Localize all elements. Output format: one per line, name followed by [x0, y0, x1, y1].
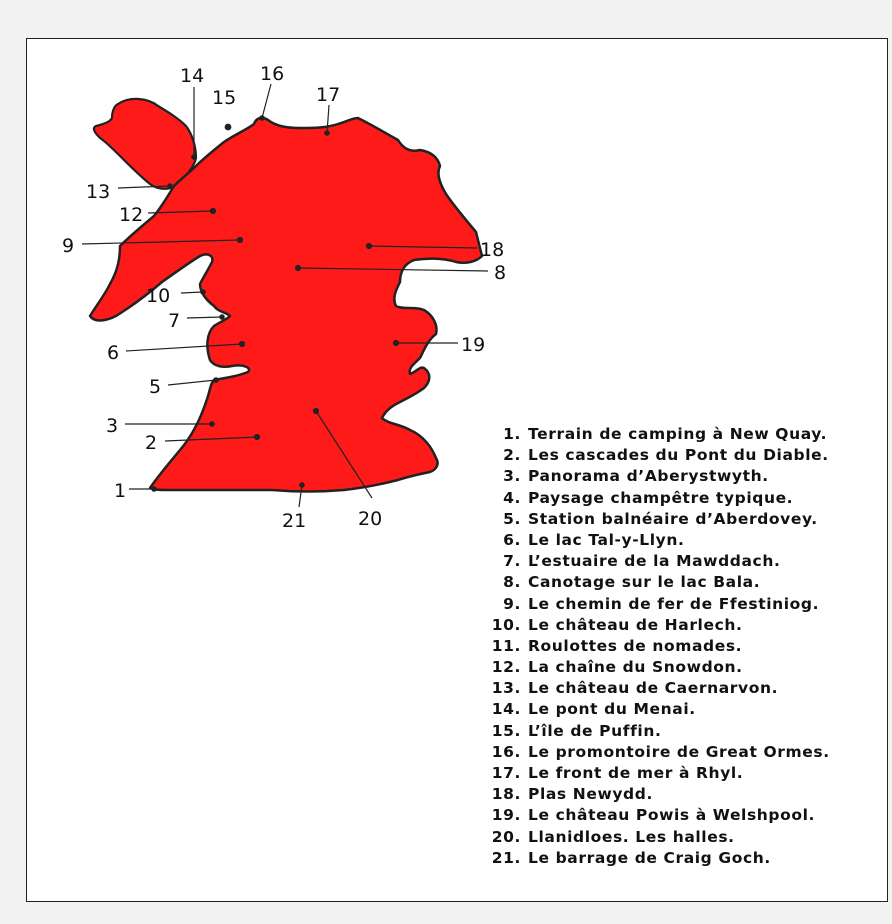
legend-item: 13. Le château de Caernarvon. [491, 679, 779, 698]
legend-item: 2. Les cascades du Pont du Diable. [503, 446, 829, 465]
legend-item: 19. Le château Powis à Welshpool. [491, 806, 816, 825]
map-label-3: 3 [106, 415, 119, 437]
map-legend [491, 424, 830, 869]
legend-item: 5. Station balnéaire d’Aberdovey. [503, 509, 818, 528]
legend-item: 9. Le chemin de fer de Ffestiniog. [503, 594, 820, 613]
legend-item: 17. Le front de mer à Rhyl. [491, 764, 744, 782]
legend-item: 10. Le château de Harlech. [491, 615, 743, 634]
map-label-9: 9 [62, 235, 75, 257]
legend-item: 20. Llanidloes. Les halles. [491, 827, 735, 846]
map-label-14: 14 [180, 65, 205, 87]
legend-item: 12. La chaîne du Snowdon. [491, 658, 743, 677]
legend-item: 3. Panorama d’Aberystwyth. [503, 467, 769, 486]
map-label-2: 2 [145, 432, 158, 454]
map-label-10: 10 [146, 285, 171, 307]
legend-item: 15. L’île de Puffin. [491, 721, 662, 740]
map-label-18: 18 [480, 239, 505, 261]
map-label-15: 15 [212, 87, 237, 109]
map-label-7: 7 [168, 310, 181, 332]
legend-item: 14. Le pont du Menai. [491, 700, 696, 719]
legend-item: 4. Paysage champêtre typique. [503, 488, 794, 507]
anglesey-island [94, 99, 196, 189]
map-label-8: 8 [494, 262, 507, 284]
legend-item: 8. Canotage sur le lac Bala. [503, 573, 761, 592]
legend-item: 7. L’estuaire de la Mawddach. [503, 552, 781, 571]
map-label-20: 20 [358, 508, 383, 530]
map-label-13: 13 [86, 181, 111, 203]
legend-item: 21. Le barrage de Craig Goch. [491, 848, 771, 867]
map-label-19: 19 [461, 334, 486, 356]
legend-item: 16. Le promontoire de Great Ormes. [491, 742, 830, 761]
map-label-6: 6 [107, 342, 120, 364]
map-label-12: 12 [119, 204, 144, 226]
map-label-16: 16 [260, 63, 285, 85]
legend-item: 11. Roulottes de nomades. [491, 636, 743, 655]
legend-item: 6. Le lac Tal-y-Llyn. [503, 530, 685, 549]
map-label-1: 1 [114, 480, 127, 502]
legend-item: 1. Terrain de camping à New Quay. [503, 425, 828, 443]
map-label-21: 21 [282, 510, 307, 532]
legend-item: 18. Plas Newydd. [491, 785, 653, 804]
map-label-17: 17 [316, 84, 341, 106]
map-label-5: 5 [149, 376, 162, 398]
